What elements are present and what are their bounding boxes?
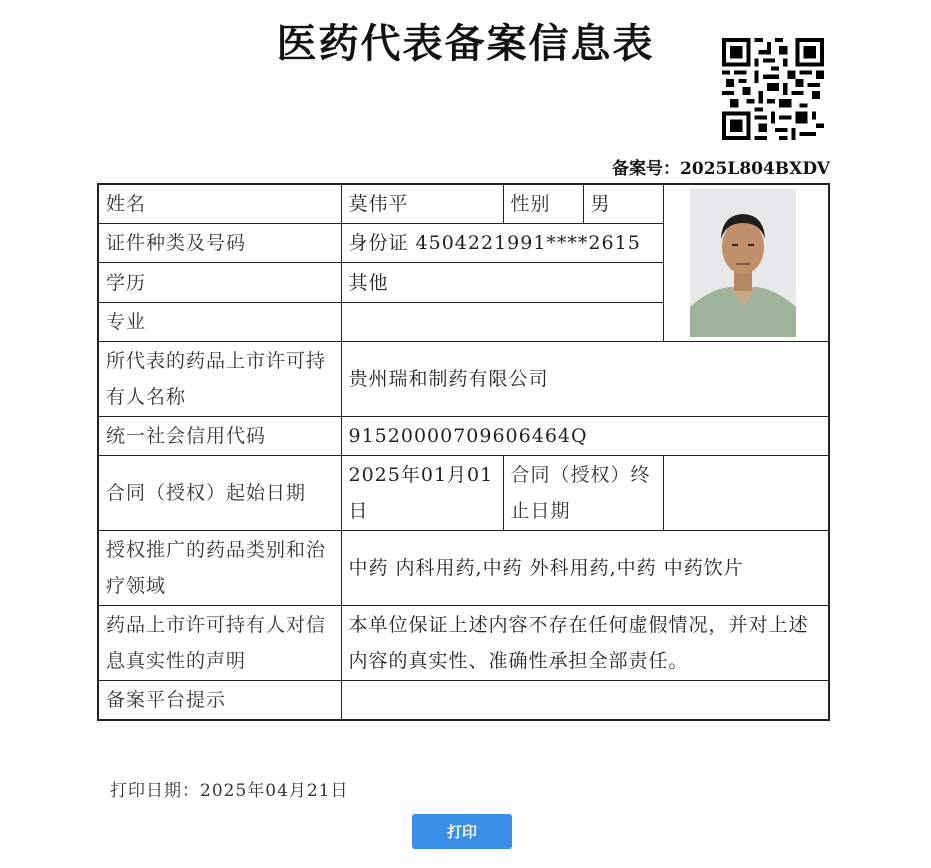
platform-tip-label: 备案平台提示 — [98, 681, 341, 721]
contract-end-value — [663, 456, 829, 531]
mah-name-value: 贵州瑞和制药有限公司 — [341, 342, 829, 417]
qr-code-icon — [722, 38, 824, 140]
major-value — [341, 302, 663, 341]
record-number-label: 备案号： — [612, 159, 681, 179]
declaration-label: 药品上市许可持有人对信息真实性的声明 — [98, 606, 341, 681]
photo-cell — [663, 184, 829, 342]
name-label: 姓名 — [98, 184, 341, 224]
print-button[interactable]: 打印 — [412, 814, 512, 849]
info-table — [97, 183, 830, 721]
categories-value: 中药 内科用药,中药 外科用药,中药 中药饮片 — [341, 531, 829, 606]
print-date: 打印日期：2025年04月21日 — [110, 781, 349, 801]
education-value: 其他 — [341, 263, 663, 302]
categories-label: 授权推广的药品类别和治疗领域 — [98, 531, 341, 606]
record-number — [612, 154, 830, 179]
major-label: 专业 — [98, 302, 341, 341]
mah-name-label: 所代表的药品上市许可持有人名称 — [98, 342, 341, 417]
declaration-value: 本单位保证上述内容不存在任何虚假情况，并对上述内容的真实性、准确性承担全部责任。 — [341, 606, 829, 681]
gender-value: 男 — [583, 184, 663, 224]
education-label: 学历 — [98, 263, 341, 302]
record-number-value: 2025L804BXDV — [680, 159, 830, 179]
credit-code-value: 91520000709606464Q — [341, 417, 829, 456]
page-title: 医药代表备案信息表 — [276, 20, 655, 67]
credit-code-label: 统一社会信用代码 — [98, 417, 341, 456]
gender-label: 性别 — [503, 184, 583, 224]
platform-tip-value — [341, 681, 829, 721]
person-photo — [690, 189, 796, 337]
contract-end-label: 合同（授权）终止日期 — [503, 456, 663, 531]
name-value: 莫伟平 — [341, 184, 503, 224]
contract-start-value: 2025年01月01日 — [341, 456, 503, 531]
id-type-label: 证件种类及号码 — [98, 224, 341, 263]
contract-start-label: 合同（授权）起始日期 — [98, 456, 341, 531]
id-number-value: 身份证 4504221991****2615 — [341, 224, 663, 263]
